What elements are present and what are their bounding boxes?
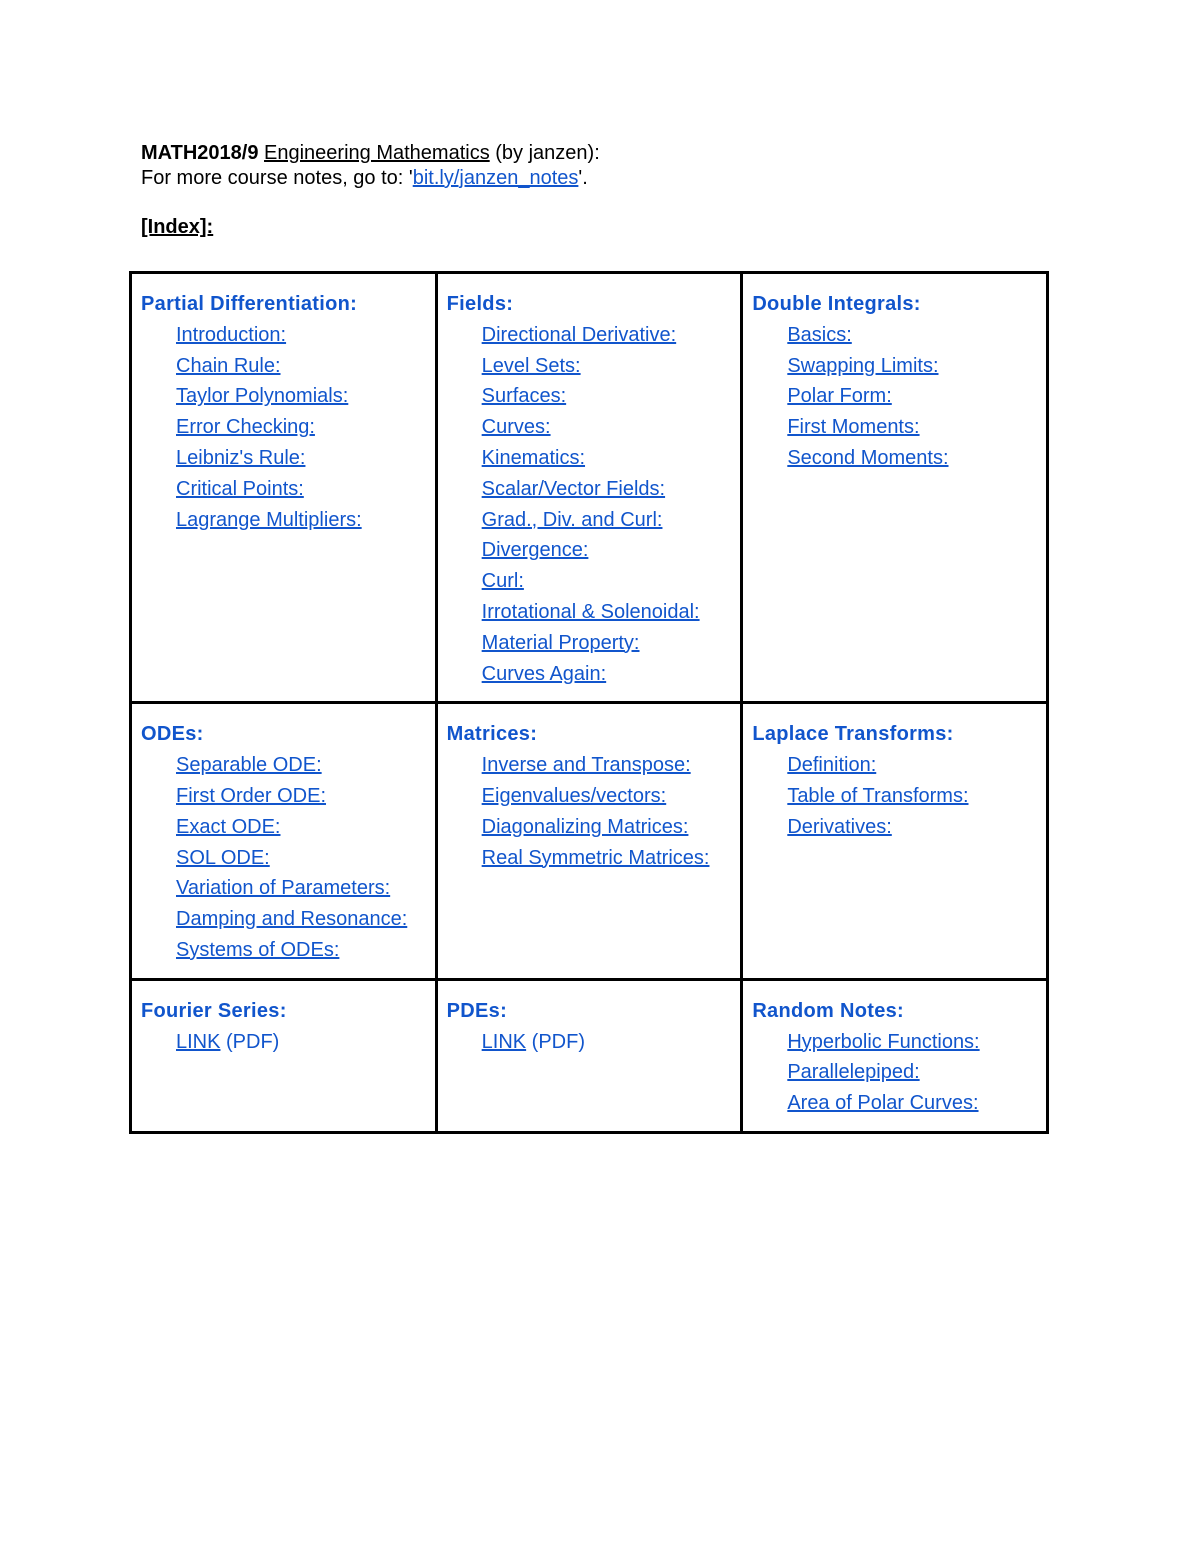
index-link[interactable]: Irrotational & Solenoidal: <box>481 600 700 623</box>
index-table <box>129 271 1049 1134</box>
index-link[interactable]: Second Moments: <box>787 446 949 469</box>
pdf-label: (PDF) <box>526 1030 586 1053</box>
index-link[interactable]: Exact ODE: <box>176 815 281 838</box>
section-title[interactable]: Fields: <box>446 293 514 315</box>
index-link[interactable]: Curves Again: <box>481 662 607 685</box>
index-link[interactable]: Polar Form: <box>787 385 892 408</box>
index-link[interactable]: Table of Transforms: <box>787 784 969 807</box>
index-link[interactable]: Scalar/Vector Fields: <box>481 477 666 500</box>
index-link[interactable]: Divergence: <box>481 539 589 562</box>
pdf-link[interactable]: LINK <box>481 1030 527 1053</box>
index-row <box>131 979 1048 1132</box>
notes-link[interactable]: bit.ly/janzen_notes <box>412 167 579 189</box>
section-items <box>447 750 733 873</box>
index-link[interactable]: Leibniz's Rule: <box>176 446 306 469</box>
index-link[interactable]: Definition: <box>787 754 877 777</box>
index-link[interactable]: Basics: <box>787 323 852 346</box>
section-fields <box>436 273 742 703</box>
pdf-link[interactable]: LINK <box>176 1030 221 1053</box>
index-link[interactable]: Variation of Parameters: <box>176 877 391 900</box>
index-link[interactable]: Kinematics: <box>481 446 586 469</box>
section-random-notes <box>742 979 1048 1132</box>
course-author: (by janzen): <box>495 142 600 164</box>
index-link[interactable]: Introduction: <box>176 323 287 346</box>
index-label: [Index]: <box>141 216 214 238</box>
index-link[interactable]: Swapping Limits: <box>787 354 939 377</box>
section-items <box>141 320 427 536</box>
index-link[interactable]: Error Checking: <box>176 416 315 439</box>
index-row <box>131 703 1048 979</box>
section-title[interactable]: Double Integrals: <box>752 293 921 315</box>
index-link[interactable]: Critical Points: <box>176 477 304 500</box>
index-link[interactable]: Eigenvalues/vectors: <box>481 784 667 807</box>
index-link[interactable]: Grad., Div. and Curl: <box>481 508 663 531</box>
document-header <box>141 141 600 191</box>
section-items <box>141 1027 427 1058</box>
notes-line <box>141 166 600 191</box>
index-link[interactable]: First Moments: <box>787 416 920 439</box>
index-link[interactable]: Diagonalizing Matrices: <box>481 815 689 838</box>
section-title[interactable]: ODEs: <box>141 723 204 746</box>
section-items <box>141 750 427 966</box>
section-items <box>752 750 1038 842</box>
section-items <box>752 320 1038 474</box>
index-link[interactable]: Hyperbolic Functions: <box>787 1030 980 1053</box>
section-items <box>752 1027 1038 1119</box>
index-link[interactable]: Real Symmetric Matrices: <box>481 846 710 869</box>
course-code: MATH2018/9 <box>141 142 259 164</box>
index-link[interactable]: Area of Polar Curves: <box>787 1092 979 1115</box>
pdf-label: (PDF) <box>220 1030 280 1053</box>
index-link[interactable]: Surfaces: <box>481 385 567 408</box>
index-link[interactable]: Systems of ODEs: <box>176 938 340 961</box>
section-items <box>447 1027 733 1058</box>
course-name: Engineering Mathematics <box>264 142 490 164</box>
index-link[interactable]: Curves: <box>481 416 551 439</box>
section-items <box>447 320 733 690</box>
section-laplace-transforms <box>742 703 1048 979</box>
index-link[interactable]: Taylor Polynomials: <box>176 385 349 408</box>
notes-prefix: For more course notes, go to: ' <box>141 167 413 189</box>
section-double-integrals <box>742 273 1048 703</box>
index-link[interactable]: Level Sets: <box>481 354 581 377</box>
index-link[interactable]: Chain Rule: <box>176 354 281 377</box>
section-title[interactable]: Matrices: <box>446 723 538 746</box>
title-line <box>141 141 600 166</box>
index-link[interactable]: Parallelepiped: <box>787 1061 920 1084</box>
section-title[interactable]: PDEs: <box>446 999 508 1022</box>
index-link[interactable]: First Order ODE: <box>176 784 327 807</box>
index-link[interactable]: Derivatives: <box>787 815 892 838</box>
section-title[interactable]: Random Notes: <box>752 999 904 1022</box>
section-matrices <box>436 703 742 979</box>
index-link[interactable]: Lagrange Multipliers: <box>176 508 362 531</box>
index-row <box>131 273 1048 703</box>
section-title[interactable]: Partial Differentiation: <box>141 293 358 315</box>
index-link[interactable]: Separable ODE: <box>176 754 322 777</box>
section-title[interactable]: Laplace Transforms: <box>752 723 954 746</box>
index-link[interactable]: SOL ODE: <box>176 846 270 869</box>
index-link[interactable]: Curl: <box>481 570 524 593</box>
section-fourier-series <box>131 979 437 1132</box>
index-link[interactable]: Inverse and Transpose: <box>481 754 691 777</box>
notes-suffix: '. <box>578 167 588 189</box>
index-link[interactable]: Directional Derivative: <box>481 323 677 346</box>
section-title[interactable]: Fourier Series: <box>141 999 287 1022</box>
index-link[interactable]: Damping and Resonance: <box>176 908 408 931</box>
index-link[interactable]: Material Property: <box>481 631 640 654</box>
section-odes <box>131 703 437 979</box>
section-pdes <box>436 979 742 1132</box>
section-partial-differentiation <box>131 273 437 703</box>
